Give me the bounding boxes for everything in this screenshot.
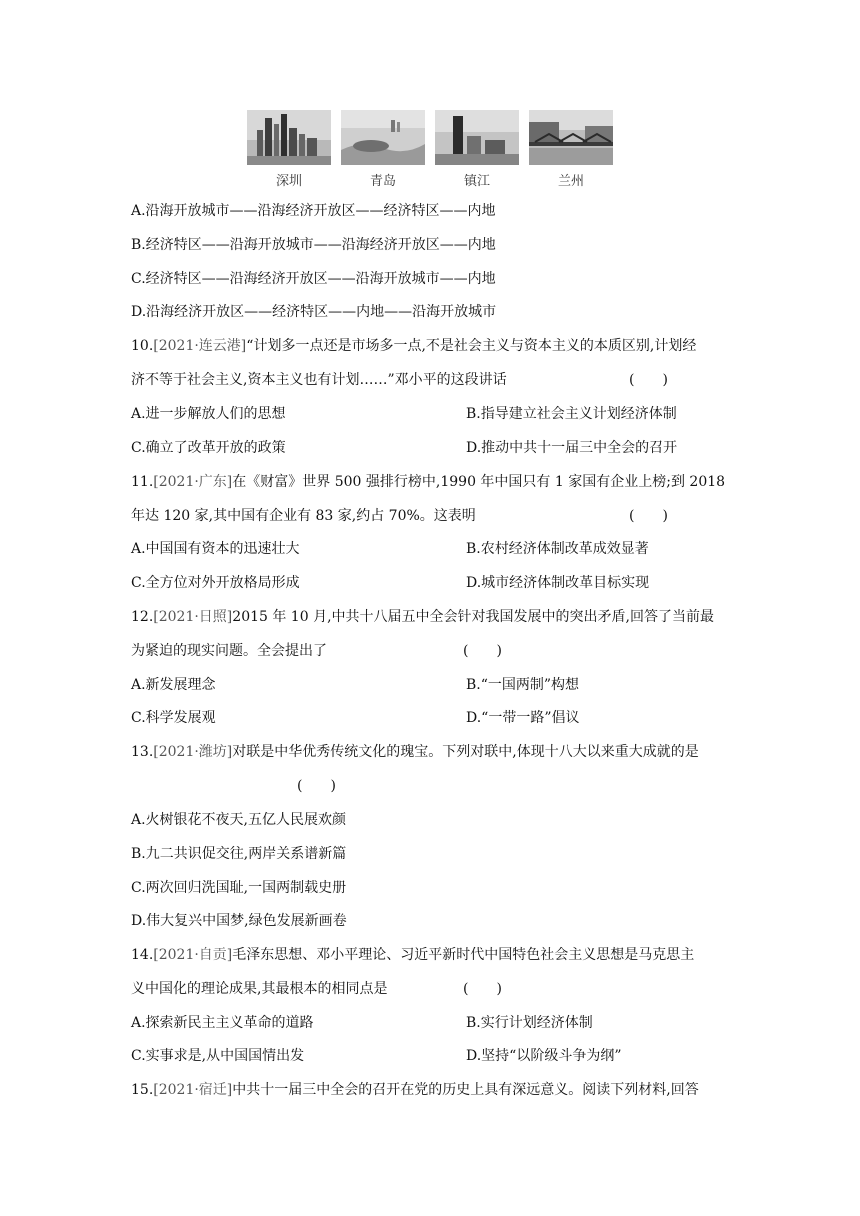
q14-stem-line2: 义中国化的理论成果,其最根本的相同点是 xyxy=(131,981,388,997)
q14-option-b: B.实行计划经济体制 xyxy=(466,1015,593,1031)
question-number: 14. xyxy=(131,947,154,963)
q11-option-a: A.中国国有资本的迅速壮大 xyxy=(131,541,300,557)
question-stem: “计划多一点还是市场多一点,不是社会主义与资本主义的本质区别,计划经 xyxy=(246,338,697,354)
lanzhou-bridge-image xyxy=(529,110,613,165)
q12-stem-line2: 为紧迫的现实问题。全会提出了 xyxy=(131,643,327,659)
question-number: 11. xyxy=(131,474,154,490)
q14-option-d: D.坚持“以阶级斗争为纲” xyxy=(466,1048,622,1064)
photo-caption: 深圳 xyxy=(275,174,302,189)
q13-option-d: D.伟大复兴中国梦,绿色发展新画卷 xyxy=(131,913,347,929)
q12-option-a: A.新发展理念 xyxy=(131,677,216,693)
photo-lanzhou xyxy=(529,110,613,189)
q10-stem-line2: 济不等于社会主义,资本主义也有计划……”邓小平的这段讲话 xyxy=(131,372,507,388)
shenzhen-skyline-image xyxy=(247,110,331,165)
question-stem: 毛泽东思想、邓小平理论、习近平新时代中国特色社会主义思想是马克思主 xyxy=(232,947,695,963)
photo-caption: 镇江 xyxy=(463,174,490,189)
q9-option-a: A.沿海开放城市——沿海经济开放区——经济特区——内地 xyxy=(131,203,496,219)
q13-stem-line1 xyxy=(131,742,699,762)
question-source: [2021·广东] xyxy=(153,474,233,490)
photo-caption: 兰州 xyxy=(557,174,584,189)
question-source: [2021·日照] xyxy=(153,609,233,625)
q12-option-d: D.“一带一路”倡议 xyxy=(466,710,580,726)
question-number: 13. xyxy=(131,744,154,760)
q13-option-b: B.九二共识促交往,两岸关系谱新篇 xyxy=(131,846,347,862)
question-number: 12. xyxy=(131,609,154,625)
answer-parentheses: ( ) xyxy=(629,508,668,524)
q9-option-c: C.经济特区——沿海经济开放区——沿海开放城市——内地 xyxy=(131,271,496,287)
q14-stem-line1 xyxy=(131,945,694,965)
q12-stem-line1 xyxy=(131,607,714,627)
q9-option-d: D.沿海经济开放区——经济特区——内地——沿海开放城市 xyxy=(131,304,497,320)
question-number: 15. xyxy=(131,1082,154,1098)
photo-qingdao xyxy=(341,110,425,189)
q13-option-a: A.火树银花不夜天,五亿人民展欢颜 xyxy=(131,812,347,828)
city-photo-strip xyxy=(247,110,613,190)
q12-option-b: B.“一国两制”构想 xyxy=(466,677,580,693)
photo-shenzhen xyxy=(247,110,331,189)
q11-option-b: B.农村经济体制改革成效显著 xyxy=(466,541,649,557)
qingdao-coast-image xyxy=(341,110,425,165)
q10-stem-line1 xyxy=(131,336,696,356)
answer-parentheses: ( ) xyxy=(297,778,336,794)
q13-option-c: C.两次回归洗国耻,一国两制载史册 xyxy=(131,880,347,896)
question-source: [2021·宿迁] xyxy=(153,1082,233,1098)
q10-option-b: B.指导建立社会主义计划经济体制 xyxy=(466,406,677,422)
question-source: [2021·自贡] xyxy=(153,947,233,963)
question-stem: 2015 年 10 月,中共十八届五中全会针对我国发展中的突出矛盾,回答了当前最 xyxy=(232,609,714,625)
q11-option-d: D.城市经济体制改革目标实现 xyxy=(466,575,650,591)
question-stem: 在《财富》世界 500 强排行榜中,1990 年中国只有 1 家国有企业上榜;到 2018 xyxy=(232,474,726,490)
zhenjiang-city-image xyxy=(435,110,519,165)
answer-parentheses: ( ) xyxy=(463,981,502,997)
answer-parentheses: ( ) xyxy=(463,643,502,659)
question-source: [2021·连云港] xyxy=(153,338,247,354)
question-number: 10. xyxy=(131,338,154,354)
q12-option-c: C.科学发展观 xyxy=(131,710,216,726)
q9-option-b: B.经济特区——沿海开放城市——沿海经济开放区——内地 xyxy=(131,237,496,253)
q14-option-c: C.实事求是,从中国国情出发 xyxy=(131,1048,305,1064)
question-source: [2021·潍坊] xyxy=(153,744,233,760)
answer-parentheses: ( ) xyxy=(629,372,668,388)
q11-stem-line2: 年达 120 家,其中国有企业有 83 家,约占 70%。这表明 xyxy=(131,508,476,524)
q11-option-c: C.全方位对外开放格局形成 xyxy=(131,575,300,591)
q15-stem-line1 xyxy=(131,1080,699,1100)
q10-option-a: A.进一步解放人们的思想 xyxy=(131,406,286,422)
q10-option-d: D.推动中共十一届三中全会的召开 xyxy=(466,440,678,456)
q11-stem-line1 xyxy=(131,472,725,492)
question-stem: 中共十一届三中全会的召开在党的历史上具有深远意义。阅读下列材料,回答 xyxy=(232,1082,699,1098)
photo-caption: 青岛 xyxy=(369,174,396,189)
question-stem: 对联是中华优秀传统文化的瑰宝。下列对联中,体现十八大以来重大成就的是 xyxy=(232,744,699,760)
photo-zhenjiang xyxy=(435,110,519,189)
q14-option-a: A.探索新民主主义革命的道路 xyxy=(131,1015,314,1031)
q10-option-c: C.确立了改革开放的政策 xyxy=(131,440,286,456)
